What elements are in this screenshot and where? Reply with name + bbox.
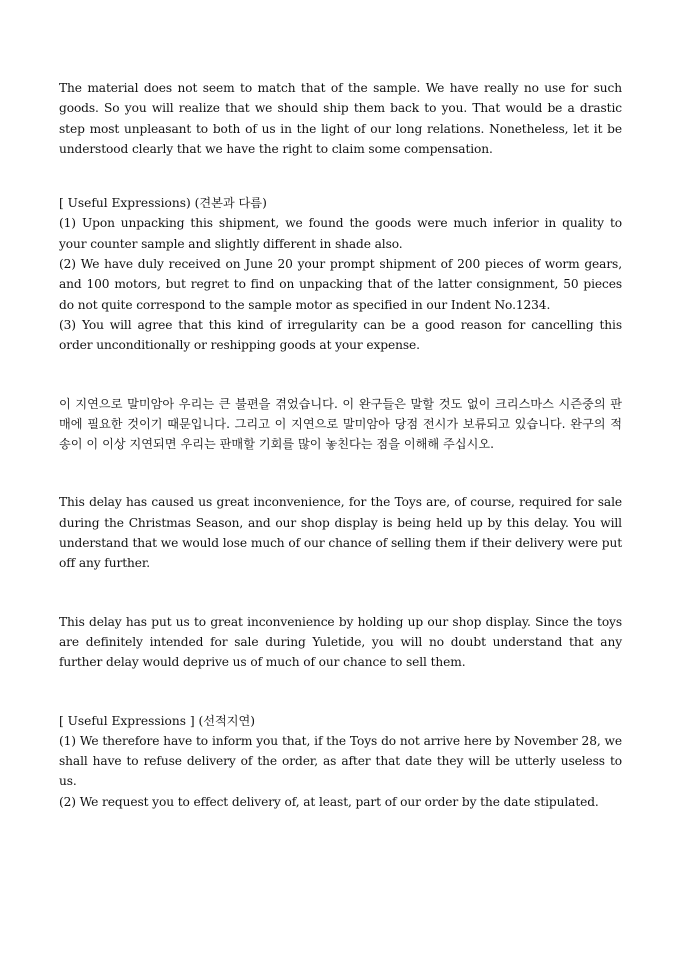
- spacer: [59, 159, 622, 193]
- useful-expressions-delay: [59, 711, 622, 812]
- document-page: [59, 78, 622, 812]
- spacer: [59, 356, 622, 394]
- korean-paragraph: 이 지연으로 말미암아 우리는 큰 불편을 겪었습니다. 이 완구들은 말할 것도 없이 크리스마스 시즌중의 판매에 필요한 것이기 때문입니다. 그리고 이 지연으로 말미암아 당점 전시가 보류되고 있습니다. 완구의 적송이 이 이상 지연되면 우리는 판매할 기회를 많이 놓친다는 점을 이해해 주십시오.: [59, 396, 622, 452]
- sample-mismatch-paragraph: The material does not seem to match that of the sample. We have really no use for such goods. So you will realize that we should ship them back to you. That would be a drastic step most unpleasant to both of us in the light of our long relations. Nonetheless, let it be understood clearly that we have the right to claim some compensation.: [59, 81, 622, 156]
- useful-expressions-sample: [59, 193, 622, 355]
- delay-paragraph-2: This delay has put us to great inconvenience by holding up our shop display. Since the toys are definitely intended for sale during Yuletide, you will no doubt understand that any further delay would deprive us of much of our chance to sell them.: [59, 614, 622, 670]
- useful-expressions-heading: [ Useful Expressions ] (선적지연): [59, 713, 256, 728]
- expression-item: (1) We therefore have to inform you that, if the Toys do not arrive here by November 28, we shall have to refuse delivery of the order, as after that date they will be utterly useless to us.: [59, 733, 622, 789]
- expression-item: (2) We have duly received on June 20 your prompt shipment of 200 pieces of worm gears, and 100 motors, but regret to find on unpacking that of the latter consignment, 50 pieces do not quite correspond to the sample motor as specified in our Indent No.1234.: [59, 257, 622, 312]
- useful-expressions-heading: [ Useful Expressions) (견본과 다름): [59, 196, 267, 211]
- spacer: [59, 454, 622, 492]
- spacer: [59, 574, 622, 612]
- expression-item: (3) You will agree that this kind of irregularity can be a good reason for cancelling this order unconditionally or reshipping goods at your expense.: [59, 317, 622, 353]
- spacer: [59, 673, 622, 711]
- delay-paragraph-1: This delay has caused us great inconvenience, for the Toys are, of course, required for sale during the Christmas Season, and our shop display is being held up by this delay. You will understand that we would lose much of our chance of selling them if their delivery were put off any further.: [59, 495, 622, 571]
- expression-item: (2) We request you to effect delivery of, at least, part of our order by the date stipulated.: [59, 794, 599, 809]
- expression-item: (1) Upon unpacking this shipment, we found the goods were much inferior in quality to your counter sample and slightly different in shade also.: [59, 216, 622, 251]
